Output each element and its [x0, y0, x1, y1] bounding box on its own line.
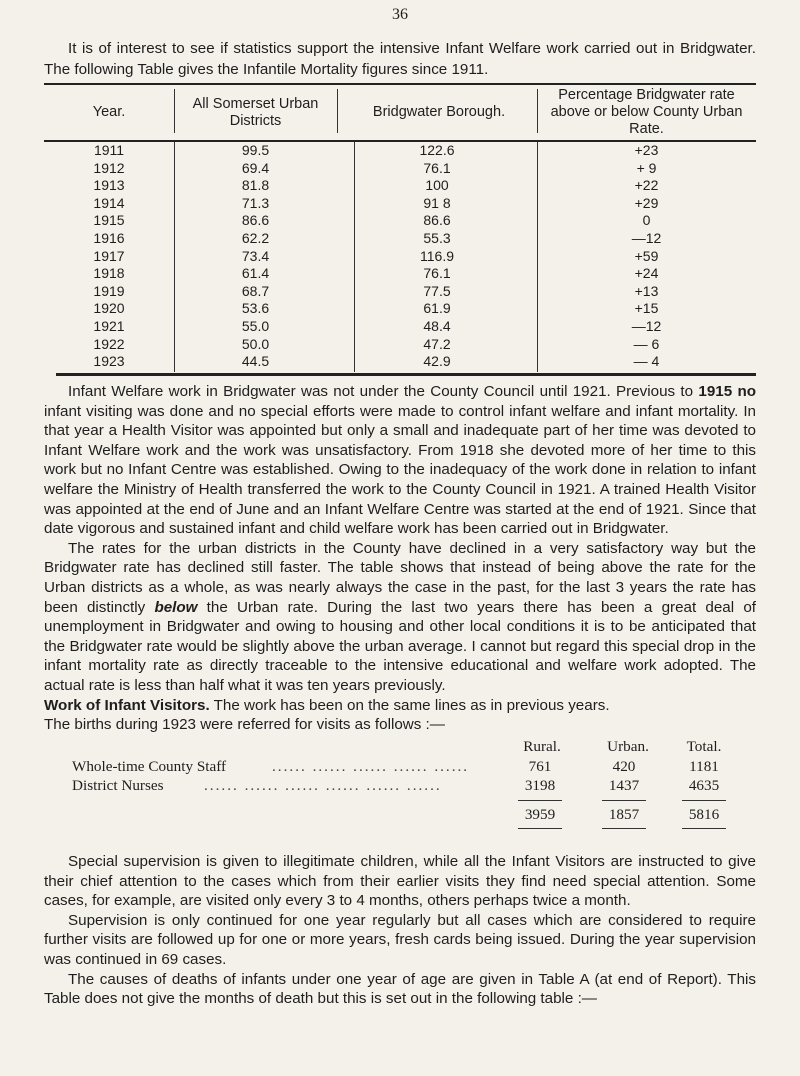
table-cell-all: 71.3	[241, 194, 270, 211]
table-cell-year: 1913	[93, 177, 125, 194]
table-cell-pct: +59	[634, 247, 659, 264]
paragraph-welfare-history	[44, 382, 756, 539]
table-row	[44, 142, 756, 160]
page-number: 36	[392, 6, 408, 23]
table-cell-pct: — 4	[633, 353, 660, 370]
table-bottom-rule	[56, 373, 756, 376]
table-cell-bw: 91 8	[423, 194, 451, 211]
table-cell-year: 1917	[93, 247, 125, 264]
body-text-upper	[44, 382, 756, 735]
visits-row-label: District Nurses	[72, 777, 164, 794]
table-cell-year: 1915	[93, 212, 125, 229]
table-row	[44, 160, 756, 178]
table-cell-all: 68.7	[241, 282, 270, 299]
table-body	[44, 142, 756, 371]
table-cell-bw: 55.3	[423, 229, 451, 246]
table-cell-year: 1922	[93, 335, 125, 352]
para2-emphasis: below	[154, 598, 198, 616]
paragraph-causes: The causes of deaths of infants under one year of age are given in Table A (at end of Report). This Table does not give the months of death but this is set out in the following table :—	[44, 970, 756, 1008]
visits-cell: 1437	[608, 777, 640, 794]
table-cell-all: 62.2	[241, 229, 270, 246]
table-row	[44, 353, 756, 371]
table-cell-pct: —12	[631, 229, 662, 246]
body-text-lower	[44, 852, 756, 1009]
header-all-urban: All Somerset Urban Districts	[192, 95, 319, 129]
table-cell-year: 1918	[93, 265, 125, 282]
visits-header-total: Total.	[686, 738, 722, 755]
paragraph-continued: Supervision is only continued for one year regularly but all cases which are considered to require further visits are followed up for one or more years, fresh cards being issued. During the year supervision was continued in 69 cases.	[44, 911, 756, 968]
para1-bold: 1915 no	[698, 383, 757, 400]
para1-text-a: Infant Welfare work in Bridgwater was not under the County Council until 1921. Previous to	[68, 383, 699, 400]
table-row	[44, 318, 756, 336]
visits-cell: 3198	[524, 777, 556, 794]
table-cell-all: 55.0	[241, 317, 270, 334]
table-cell-bw: 86.6	[423, 212, 451, 229]
table-cell-year: 1912	[93, 159, 125, 176]
sum-rule	[602, 828, 646, 829]
births-line: The births during 1923 were referred for visits as follows :—	[44, 716, 445, 734]
table-row	[44, 248, 756, 266]
table-row	[44, 283, 756, 301]
sum-rule	[682, 800, 726, 801]
visits-header-urban: Urban.	[607, 738, 649, 755]
table-row	[44, 300, 756, 318]
table-cell-all: 61.4	[241, 265, 270, 282]
table-divider	[337, 89, 338, 133]
visits-cell: 420	[612, 758, 636, 775]
table-cell-pct: 0	[642, 212, 651, 229]
table-divider	[537, 89, 538, 133]
table-row	[44, 195, 756, 213]
leader-dots: ...... ...... ...... ...... ......	[272, 758, 470, 775]
visits-cell: 761	[528, 758, 552, 775]
visits-row-label: Whole-time County Staff	[72, 758, 227, 775]
table-cell-bw: 77.5	[423, 282, 451, 299]
sum-rule	[602, 800, 646, 801]
table-cell-bw: 48.4	[423, 317, 451, 334]
table-cell-year: 1911	[93, 142, 125, 158]
table-cell-pct: +13	[634, 282, 659, 299]
table-divider	[174, 89, 175, 133]
table-cell-year: 1914	[93, 194, 125, 211]
section-heading: Work of Infant Visitors.	[44, 696, 210, 714]
table-cell-all: 86.6	[241, 212, 270, 229]
table-cell-bw: 122.6	[419, 142, 455, 158]
table-cell-bw: 47.2	[423, 335, 451, 352]
table-cell-pct: +22	[634, 177, 659, 194]
para1-text-c: infant visiting was done and no special efforts were made to control infant welfare and infant mortality. In that year a Health Visitor was appointed but only a small and inadequate part of her time was devoted to Infant Welfare work and the work was unsatisfactory. From 1918 she devoted more of her time to this work but no Infant Centre was established. Owing to the inadequacy of the work done in relation to infant welfare the Ministry of Health transferred the work to the County Council in 1921. A trained Health Visitor was appointed at the end of June and an Infant Welfare Centre was started at the end of 1921. Since that date vigorous and sustained infant and child welfare work has been carried out in Bridgwater.	[44, 402, 756, 538]
sum-rule	[518, 800, 562, 801]
sum-rule	[682, 828, 726, 829]
table-cell-year: 1923	[93, 353, 125, 370]
table-cell-bw: 76.1	[423, 265, 451, 282]
leader-dots: ...... ...... ...... ...... ...... ......	[204, 777, 442, 794]
visits-cell: 4635	[688, 777, 720, 794]
intro-paragraph: It is of interest to see if statistics support the intensive Infant Welfare work carried out in Bridgwater. The following Table gives the Infantile Mortality figures since 1911.	[44, 40, 756, 78]
table-cell-all: 73.4	[241, 247, 270, 264]
table-cell-bw: 116.9	[420, 247, 454, 264]
table-cell-year: 1921	[93, 317, 125, 334]
table-row	[44, 212, 756, 230]
table-cell-pct: +15	[634, 300, 659, 317]
visits-cell: 1181	[689, 758, 719, 775]
header-year: Year.	[92, 104, 126, 120]
visits-total: 5816	[688, 806, 720, 823]
visits-total: 1857	[608, 806, 640, 823]
paragraph-rates	[44, 539, 756, 696]
table-cell-all: 50.0	[241, 335, 270, 352]
para2-text-a: The rates for the urban districts in the County have declined in a very satisfactory way but the Bridgwater rate has declined still faster. The table shows that instead of being above the rate for the Urban districts as a whole, as was nearly always the case in the past, for the last 3 years the rate has been distinctly	[44, 539, 756, 616]
visits-header-rural: Rural.	[523, 738, 561, 755]
table-cell-all: 69.4	[241, 159, 270, 176]
work-text: The work has been on the same lines as in previous years.	[209, 696, 610, 714]
table-cell-pct: —12	[631, 317, 662, 334]
table-cell-pct: +24	[634, 265, 659, 282]
paragraph-work-heading	[44, 696, 756, 716]
header-percentage: Percentage Bridgwater rate above or below County Urban Rate.	[550, 87, 743, 137]
table-cell-all: 81.8	[241, 177, 270, 194]
table-row	[44, 230, 756, 248]
table-row	[44, 336, 756, 354]
visits-table	[44, 738, 756, 828]
table-cell-year: 1916	[93, 229, 125, 246]
table-cell-all: 99.5	[241, 142, 270, 158]
para2-text-c: the Urban rate. During the last two years there has been a great deal of unemployment in Bridgwater and owing to housing and other local conditions it is to be anticipated that the Bridgwater rate would be slightly above the urban average. I cannot but regard this special drop in the infant mortality rate as directly traceable to the intensive educational and welfare work adopted. The actual rate is less than half what it was ten years previously.	[44, 598, 756, 694]
paragraph-supervision: Special supervision is given to illegitimate children, while all the Infant Visitors are instructed to give their chief attention to the cases which from their earlier visits they find need special attention. Some cases, for example, are visited only every 3 to 4 months, others perhaps twice a month.	[44, 853, 756, 910]
table-cell-pct: + 9	[636, 159, 657, 176]
table-cell-bw: 100	[425, 177, 449, 194]
table-cell-year: 1919	[93, 282, 125, 299]
table-cell-pct: +23	[634, 142, 659, 158]
table-row	[44, 177, 756, 195]
table-cell-year: 1920	[93, 300, 125, 317]
table-cell-bw: 61.9	[423, 300, 451, 317]
visits-total: 3959	[524, 806, 556, 823]
table-cell-bw: 42.9	[423, 353, 451, 370]
sum-rule	[518, 828, 562, 829]
table-cell-pct: — 6	[633, 335, 660, 352]
header-bridgwater: Bridgwater Borough.	[372, 104, 506, 120]
table-cell-all: 53.6	[241, 300, 270, 317]
table-cell-bw: 76.1	[423, 159, 451, 176]
table-cell-all: 44.5	[241, 353, 270, 370]
table-row	[44, 265, 756, 283]
table-cell-pct: +29	[634, 194, 659, 211]
